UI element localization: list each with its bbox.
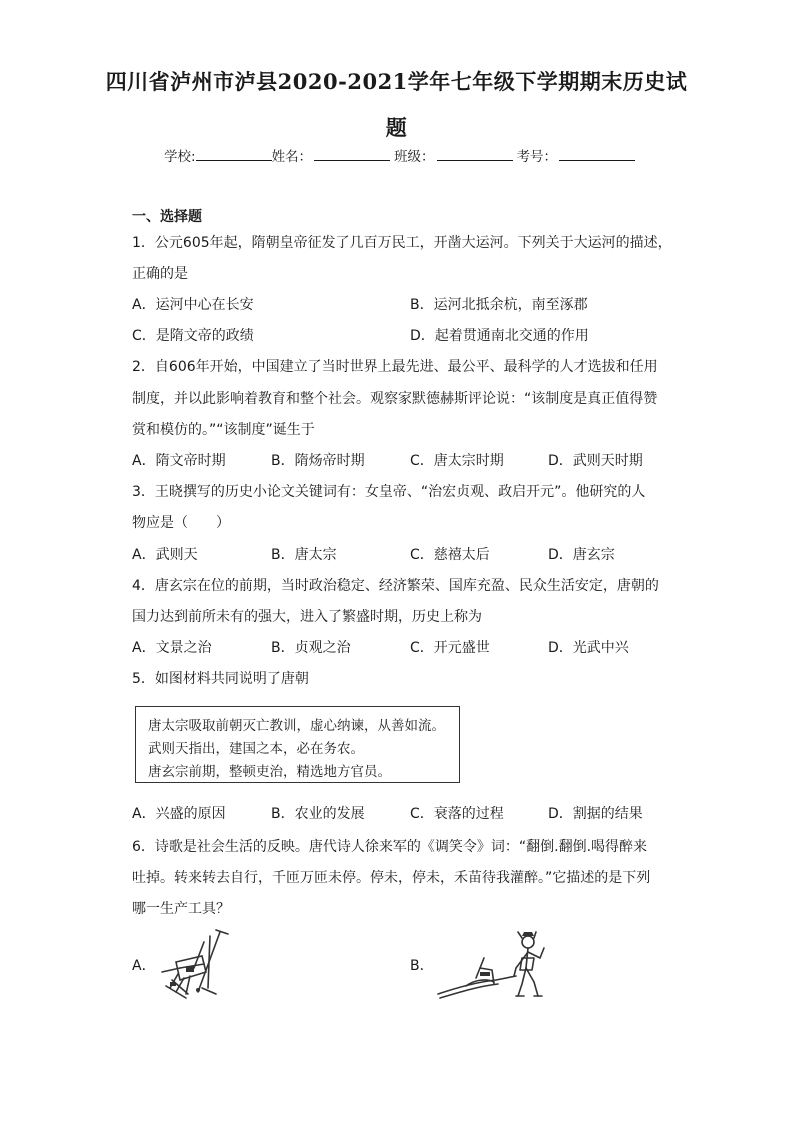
name-blank[interactable] xyxy=(314,146,390,161)
plough-farmer-image xyxy=(436,928,552,1000)
question-3-option-c[interactable]: C．慈禧太后 xyxy=(410,547,490,563)
question-3-text: 物应是（ ） xyxy=(132,515,230,531)
question-6-text: 吐掉。转来转去自行，千匝万匝未停。停未，停未，禾苗待我灌醉。”它描述的是下列 xyxy=(132,870,651,886)
material-line: 唐玄宗前期，整顿吏治，精选地方官员。 xyxy=(148,764,391,780)
question-2-option-c[interactable]: C．唐太宗时期 xyxy=(410,453,504,469)
question-6-option-a[interactable]: A． xyxy=(132,958,156,974)
student-info-row xyxy=(164,145,635,165)
class-label: 班级： xyxy=(394,149,435,165)
section-heading: 一、选择题 xyxy=(132,209,202,225)
question-1-option-d[interactable]: D．起着贯通南北交通的作用 xyxy=(410,328,589,344)
question-2-text: 赏和模仿的。”“该制度”诞生于 xyxy=(132,422,315,438)
question-5-text: 5．如图材料共同说明了唐朝 xyxy=(132,671,309,687)
number-blank[interactable] xyxy=(559,146,635,161)
question-5-option-b[interactable]: B．农业的发展 xyxy=(271,806,365,822)
question-4-text: 4．唐玄宗在位的前期，当时政治稳定、经济繁荣、国库充盈、民众生活安定，唐朝的 xyxy=(132,578,659,594)
question-5-option-d[interactable]: D．割据的结果 xyxy=(548,806,643,822)
question-2-option-d[interactable]: D．武则天时期 xyxy=(548,453,643,469)
question-2-option-b[interactable]: B．隋炀帝时期 xyxy=(271,453,365,469)
class-blank[interactable] xyxy=(437,146,513,161)
question-5-option-a[interactable]: A．兴盛的原因 xyxy=(132,806,226,822)
material-line: 唐太宗吸取前朝灭亡教训，虚心纳谏，从善如流。 xyxy=(148,718,445,734)
school-blank[interactable] xyxy=(196,146,272,161)
question-6-option-b[interactable]: B． xyxy=(410,958,434,974)
question-1-text: 1．公元605年起，隋朝皇帝征发了几百万民工，开凿大运河。下列关于大运河的描述， xyxy=(132,235,672,251)
question-4-option-b[interactable]: B．贞观之治 xyxy=(271,640,351,656)
question-2-option-a[interactable]: A．隋文帝时期 xyxy=(132,453,226,469)
exam-title-continued: 题 xyxy=(385,115,408,140)
question-6-text: 6．诗歌是社会生活的反映。唐代诗人徐来军的《调笑令》词：“翻倒.翻倒.喝得醉来 xyxy=(132,839,648,855)
question-4-option-d[interactable]: D．光武中兴 xyxy=(548,640,629,656)
exam-title: 四川省泸州市泸县2020-2021学年七年级下学期期末历史试 xyxy=(105,69,688,94)
material-box xyxy=(135,706,460,783)
question-1-option-a[interactable]: A．运河中心在长安 xyxy=(132,297,254,313)
question-1-text: 正确的是 xyxy=(132,266,188,282)
name-label: 姓名： xyxy=(271,149,313,165)
waterwheel-tool-image xyxy=(158,928,236,1000)
question-4-option-a[interactable]: A．文景之治 xyxy=(132,640,212,656)
material-line: 武则天指出，建国之本，必在务农。 xyxy=(148,741,364,757)
question-4-text: 国力达到前所未有的强大，进入了繁盛时期，历史上称为 xyxy=(132,609,482,625)
question-1-option-c[interactable]: C．是隋文帝的政绩 xyxy=(132,328,254,344)
question-3-option-a[interactable]: A．武则天 xyxy=(132,547,198,563)
number-label: 考号： xyxy=(516,149,558,165)
question-2-text: 制度，并以此影响着教育和整个社会。观察家默德赫斯评论说：“该制度是真正值得赞 xyxy=(132,391,658,407)
school-label: 学校: xyxy=(164,149,196,165)
question-5-option-c[interactable]: C．衰落的过程 xyxy=(410,806,504,822)
question-1-option-b[interactable]: B．运河北抵余杭，南至涿郡 xyxy=(410,297,588,313)
question-3-option-b[interactable]: B．唐太宗 xyxy=(271,547,337,563)
question-3-option-d[interactable]: D．唐玄宗 xyxy=(548,547,615,563)
question-3-text: 3．王晓撰写的历史小论文关键词有：女皇帝、“治宏贞观、政启开元”。他研究的人 xyxy=(132,484,646,500)
question-4-option-c[interactable]: C．开元盛世 xyxy=(410,640,490,656)
question-2-text: 2．自606年开始，中国建立了当时世界上最先进、最公平、最科学的人才选拔和任用 xyxy=(132,359,658,375)
question-6-text: 哪一生产工具？ xyxy=(132,901,230,917)
